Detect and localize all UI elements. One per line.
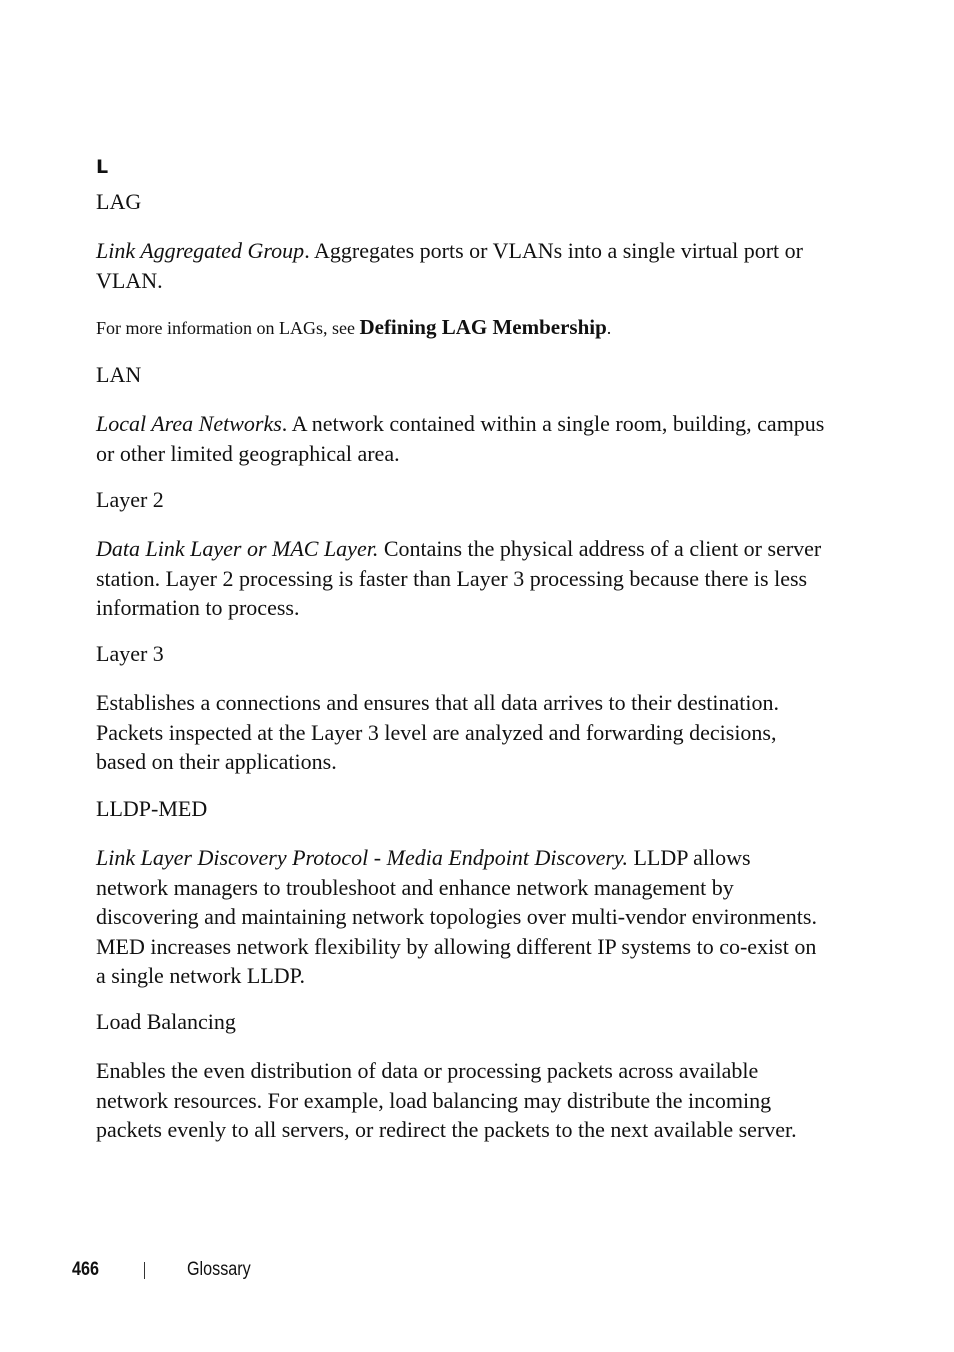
chapter-title: Glossary [187,1259,251,1280]
cross-reference-note [96,313,826,342]
glossary-entry-lan [96,361,826,468]
term-definition [96,534,826,623]
term-heading: LAG [96,189,142,214]
note-text: For more information on LAGs, see [96,318,360,338]
footer-separator [144,1262,145,1279]
definition-italic: Link Layer Discovery Protocol [96,845,369,870]
definition-italic: Local Area Networks [96,411,282,436]
cross-reference-link[interactable]: Defining LAG Membership [359,315,607,339]
definition-italic: Link Aggregated Group [96,238,305,263]
term-definition: Enables the even distribution of data or processing packets across available network resources. For example, load balancing may distribute the incoming packets evenly to all servers, or redirect the packets to the next available server. [96,1058,797,1142]
definition-text: . Aggregates ports or VLANs into a single virtual port or VLAN. [96,238,803,293]
note-suffix: . [606,318,612,338]
glossary-entry-lag [96,188,826,342]
term-heading: Layer 3 [96,641,164,666]
term-definition [96,843,826,991]
definition-text: Contains the physical address of a client or server station. Layer 2 processing is faster than Layer 3 processing because there is less information to process. [96,536,822,620]
glossary-entry-load-balancing [96,1008,826,1145]
definition-text: . A network contained within a single room, building, campus or other limited geographical area. [96,411,825,466]
term-heading: LLDP-MED [96,796,208,821]
glossary-entry-layer-2 [96,486,826,623]
term-definition [96,236,826,295]
term-definition [96,409,826,468]
term-heading: LAN [96,362,142,387]
term-heading: Layer 2 [96,487,164,512]
section-letter-heading: L [96,156,109,178]
glossary-entry-lldp-med [96,795,826,991]
glossary-entry-layer-3 [96,640,826,777]
definition-dash: - [368,845,387,870]
definition-text: LLDP allows network managers to troubleshoot and enhance network management by discovering and maintaining network topologies over multi-vendor environments. MED increases network flexibility by allowing different IP systems to co-exist on a single network LLDP. [96,845,817,988]
term-heading: Load Balancing [96,1009,236,1034]
definition-italic: Media Endpoint Discovery. [386,845,628,870]
term-definition: Establishes a connections and ensures that all data arrives to their destination. Packets inspected at the Layer 3 level are analyzed and forwarding decisions, based on their applications. [96,690,780,774]
definition-italic: Data Link Layer or MAC Layer. [96,536,379,561]
page-number: 466 [72,1259,99,1280]
